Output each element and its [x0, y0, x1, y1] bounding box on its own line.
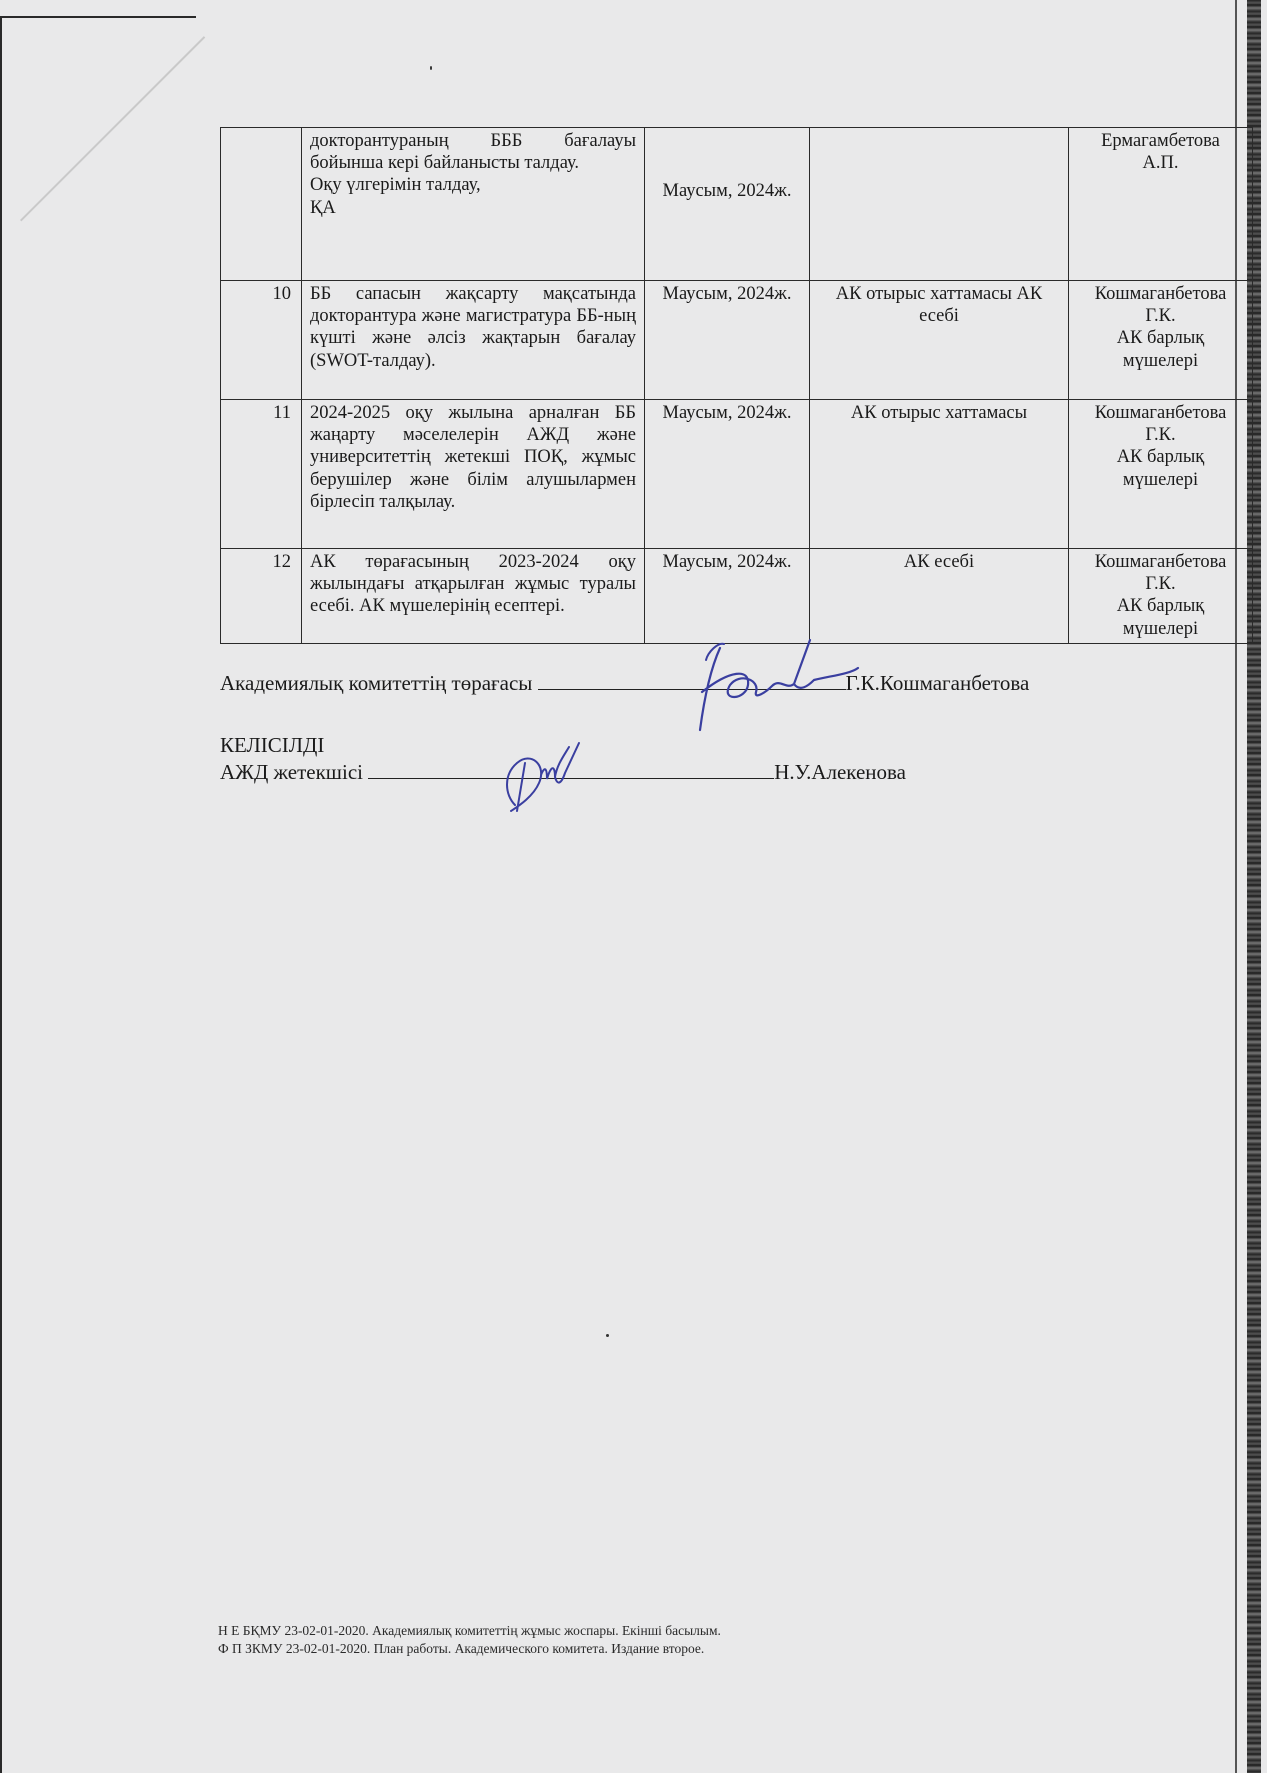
responsible-name: Кошмаганбетова: [1094, 284, 1227, 304]
row-number: [221, 128, 302, 281]
table-row: [221, 281, 1253, 400]
term-cell: Маусым, 2024ж.: [645, 281, 810, 400]
task-text: докторантураның БББ бағалауы бойынша кері байланысты талдау.: [310, 131, 636, 174]
form-cell: [810, 128, 1069, 281]
scan-fold-mark: [20, 36, 205, 221]
scan-border-left: [0, 18, 2, 1773]
form-cell: АК отырыс хаттамасы: [810, 400, 1069, 549]
task-cell: ББ сапасын жақсарту мақсатында докторантура және магистратура ББ-ның күшті және әлсіз жақтарын бағалау (SWOT-талдау).: [302, 281, 645, 400]
term-cell: Маусым, 2024ж.: [645, 128, 810, 281]
table-row: [221, 128, 1253, 281]
responsible-initials: Г.К.: [1145, 574, 1176, 595]
table-row: [221, 400, 1253, 549]
term-cell: Маусым, 2024ж.: [645, 400, 810, 549]
row-number: 12: [221, 549, 302, 644]
responsible-initials: Г.К.: [1145, 425, 1176, 446]
term-cell: Маусым, 2024ж.: [645, 549, 810, 644]
responsible-cell: [1069, 400, 1253, 549]
head-name: Н.У.Алекенова: [774, 760, 907, 784]
task-cell: 2024-2025 оқу жылына арналған ББ жаңарту мәселелерін АЖД және университеттің жетекші ПОҚ, жұмыс берушілер және білім алушылармен бірлесіп талқылау.: [302, 400, 645, 549]
scan-speck: [430, 66, 432, 70]
chair-label: Академиялық комитеттің төрағасы: [220, 671, 533, 695]
row-number: 11: [221, 400, 302, 549]
task-text: ҚА: [310, 197, 336, 218]
responsible-group: АК барлық мүшелері: [1116, 447, 1205, 490]
responsible-group: АК барлық мүшелері: [1116, 328, 1205, 371]
head-handwritten-signature: [495, 735, 585, 815]
row-number: 10: [221, 281, 302, 400]
agreed-label: КЕЛІСІЛДІ: [220, 733, 325, 757]
task-text: Оқу үлгерімін талдау,: [310, 175, 481, 196]
chair-signature-line: [220, 671, 1029, 696]
footer-line-kz: Н Е БҚМУ 23-02-01-2020. Академиялық комитеттің жұмыс жоспары. Екінші басылым.: [218, 1623, 721, 1638]
responsible-initials: Г.К.: [1145, 306, 1176, 327]
scan-speck: [606, 1334, 609, 1337]
form-cell: АК есебі: [810, 549, 1069, 644]
responsible-initials: А.П.: [1142, 153, 1179, 174]
document-footer: [218, 1622, 721, 1658]
task-cell: АК төрағасының 2023-2024 оқу жылындағы атқарылған жұмыс туралы есебі. АК мүшелерінің есептері.: [302, 549, 645, 644]
chair-name: Г.К.Кошмаганбетова: [845, 671, 1030, 695]
work-plan-table: [220, 127, 1253, 644]
responsible-cell: [1069, 128, 1253, 281]
scan-border-top: [0, 16, 196, 18]
responsible-cell: [1069, 281, 1253, 400]
chair-handwritten-signature: [690, 630, 860, 740]
head-label: АЖД жетекшісі: [220, 760, 363, 784]
responsible-cell: [1069, 549, 1253, 644]
footer-line-ru: Ф П ЗКМУ 23-02-01-2020. План работы. Академического комитета. Издание второе.: [218, 1641, 705, 1657]
responsible-name: Ермагамбетова: [1101, 131, 1220, 151]
task-cell: [302, 128, 645, 281]
form-cell: АК отырыс хаттамасы АК есебі: [810, 281, 1069, 400]
responsible-group: АК барлық мүшелері: [1116, 596, 1205, 639]
responsible-name: Кошмаганбетова: [1094, 403, 1227, 423]
responsible-name: Кошмаганбетова: [1094, 552, 1227, 572]
